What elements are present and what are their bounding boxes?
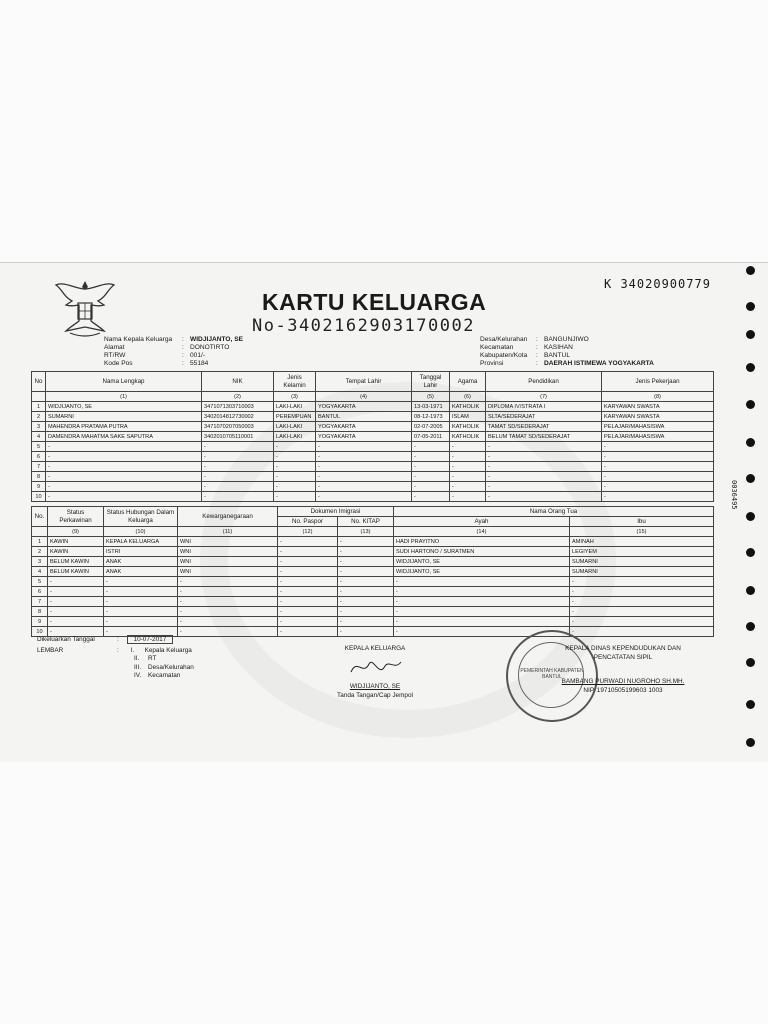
table-cell: -	[202, 442, 274, 452]
binder-hole	[746, 548, 755, 557]
signature-mark	[345, 654, 405, 680]
table-cell: -	[48, 577, 104, 587]
table-cell: -	[570, 617, 714, 627]
table-cell: -	[178, 597, 278, 607]
table-cell: BELUM KAWIN	[48, 567, 104, 577]
field-row: Nama Kepala Keluarga : WIDJIJANTO, SE	[104, 336, 244, 343]
col-header: Jenis Pekerjaan	[602, 372, 714, 392]
table-cell: 4	[32, 567, 48, 577]
table-cell: 1	[32, 537, 48, 547]
col-code: (14)	[394, 527, 570, 537]
head-title: KEPALA KELUARGA	[344, 645, 406, 652]
table-cell: 3402014812730002	[202, 412, 274, 422]
table-cell: -	[46, 492, 202, 502]
table-cell: -	[46, 452, 202, 462]
table-cell: -	[316, 442, 412, 452]
table-cell: 6	[32, 452, 46, 462]
table-cell: -	[394, 587, 570, 597]
table-cell: -	[278, 547, 338, 557]
col-header: Kewarganegaraan	[178, 507, 278, 527]
family-card-number: No-3402162903170002	[252, 316, 475, 336]
table-cell: WIDJIJANTO, SE	[46, 402, 202, 412]
table-row	[32, 432, 714, 442]
table-cell: -	[316, 482, 412, 492]
col-header: Status Perkawinan	[48, 507, 104, 527]
office-line-1: KEPALA DINAS KEPENDUDUKAN DAN	[565, 645, 681, 652]
table-row	[32, 422, 714, 432]
head-name: WIDJIJANTO, SE	[349, 683, 401, 690]
table-cell: -	[338, 557, 394, 567]
official-block	[548, 645, 698, 695]
binder-hole	[746, 658, 755, 667]
table-cell: BELUM KAWIN	[48, 557, 104, 567]
document-title: KARTU KELUARGA	[262, 289, 487, 315]
family-status-table	[31, 506, 714, 637]
table-cell: -	[278, 557, 338, 567]
table-cell: KAWIN	[48, 547, 104, 557]
binder-hole	[746, 363, 755, 372]
table-cell: -	[570, 597, 714, 607]
col-header: Tempat Lahir	[316, 372, 412, 392]
col-code: (8)	[602, 392, 714, 402]
table-cell: -	[412, 462, 450, 472]
table-row	[32, 402, 714, 412]
table-cell: KARYAWAN SWASTA	[602, 412, 714, 422]
col-code: (2)	[202, 392, 274, 402]
table-cell: 07-05-2011	[412, 432, 450, 442]
table-cell: KAWIN	[48, 537, 104, 547]
table-cell: KARYAWAN SWASTA	[602, 402, 714, 412]
col-code: (10)	[104, 527, 178, 537]
table-cell: -	[274, 462, 316, 472]
table-cell: DIPLOMA IV/STRATA I	[486, 402, 602, 412]
binder-hole	[746, 400, 755, 409]
table-cell: -	[48, 627, 104, 637]
table-cell: -	[274, 482, 316, 492]
col-header: Tanggal Lahir	[412, 372, 450, 392]
table-cell: -	[486, 462, 602, 472]
table-cell: -	[570, 607, 714, 617]
table-cell: 7	[32, 597, 48, 607]
table-cell: WNI	[178, 537, 278, 547]
table-cell: -	[338, 627, 394, 637]
header-right	[480, 336, 654, 368]
table-cell: 13-03-1971	[412, 402, 450, 412]
table-cell: KATHOLIK	[450, 432, 486, 442]
table-cell: -	[486, 492, 602, 502]
table-cell: -	[104, 627, 178, 637]
table-cell: 02-07-2005	[412, 422, 450, 432]
col-code: (3)	[274, 392, 316, 402]
table-cell: -	[394, 577, 570, 587]
col-code: (12)	[278, 527, 338, 537]
table-cell: -	[46, 472, 202, 482]
table-cell: -	[278, 567, 338, 577]
table-row	[32, 472, 714, 482]
issued-date: 10-07-2017	[127, 635, 174, 644]
table-cell: -	[278, 587, 338, 597]
col-header: Agama	[450, 372, 486, 392]
table-cell: 6	[32, 587, 48, 597]
col-code: (5)	[412, 392, 450, 402]
table-cell: -	[202, 472, 274, 482]
table-cell: -	[450, 492, 486, 502]
lembar-label: LEMBAR	[37, 646, 64, 654]
table-cell: YOGYAKARTA	[316, 432, 412, 442]
col-header: Dokumen Imigrasi	[278, 507, 394, 517]
table-cell: 8	[32, 607, 48, 617]
table-cell: 3	[32, 557, 48, 567]
table-row	[32, 567, 714, 577]
binder-hole	[746, 330, 755, 339]
table-cell: -	[450, 472, 486, 482]
field-row: Provinsi : DAERAH ISTIMEWA YOGYAKARTA	[480, 360, 654, 367]
table-cell: -	[316, 452, 412, 462]
table-cell: -	[602, 452, 714, 462]
table-cell: -	[412, 482, 450, 492]
table-cell: 3	[32, 422, 46, 432]
office-line-2: PENCATATAN SIPIL	[593, 653, 653, 661]
table-cell: -	[486, 472, 602, 482]
table-cell: -	[48, 587, 104, 597]
table-cell: 1	[32, 402, 46, 412]
table-cell: TAMAT SD/SEDERAJAT	[486, 422, 602, 432]
table-cell: 8	[32, 472, 46, 482]
table-cell: KATHOLIK	[450, 402, 486, 412]
table-cell: PELAJAR/MAHASISWA	[602, 432, 714, 442]
table-cell: WIDJIJANTO, SE	[394, 557, 570, 567]
table-cell: SUMARNI	[570, 557, 714, 567]
table-cell: SUMARNI	[570, 567, 714, 577]
table-cell: -	[278, 577, 338, 587]
table-cell: -	[570, 587, 714, 597]
table-cell: 9	[32, 617, 48, 627]
family-members-table	[31, 371, 714, 502]
serial-number: K 34020900779	[604, 277, 711, 291]
field-row: Kabupaten/Kota : BANTUL	[480, 352, 571, 359]
col-header: No.	[32, 507, 48, 527]
col-header: Ayah	[394, 517, 570, 527]
table-cell: -	[178, 617, 278, 627]
table-cell: -	[412, 492, 450, 502]
field-row: Alamat : DONOTIRTO	[104, 344, 230, 351]
table-cell: PEREMPUAN	[274, 412, 316, 422]
table-cell: -	[450, 482, 486, 492]
table-cell: 2	[32, 547, 48, 557]
table-cell: -	[394, 597, 570, 607]
table-cell: -	[602, 462, 714, 472]
table-cell: -	[316, 472, 412, 482]
table-cell: -	[338, 537, 394, 547]
table-cell: 7	[32, 462, 46, 472]
table-cell: LAKI-LAKI	[274, 432, 316, 442]
table-cell: -	[394, 617, 570, 627]
table-cell: -	[394, 627, 570, 637]
table-row	[32, 492, 714, 502]
table-cell: WNI	[178, 547, 278, 557]
binder-hole	[746, 700, 755, 709]
table-cell: ISTRI	[104, 547, 178, 557]
table-cell: -	[104, 607, 178, 617]
table-cell: -	[178, 607, 278, 617]
table-cell: -	[202, 482, 274, 492]
table-cell: -	[278, 617, 338, 627]
col-header: Nama Lengkap	[46, 372, 202, 392]
table-cell: YOGYAKARTA	[316, 422, 412, 432]
table-row	[32, 557, 714, 567]
table-cell: -	[104, 587, 178, 597]
table-cell: 5	[32, 577, 48, 587]
table-row	[32, 617, 714, 627]
field-row: Kecamatan : KASIHAN	[480, 344, 573, 351]
table-cell: WIDJIJANTO, SE	[394, 567, 570, 577]
table-cell: -	[570, 627, 714, 637]
field-row: RT/RW : 001/-	[104, 352, 206, 359]
table-cell: 3402010705110001	[202, 432, 274, 442]
table-cell: -	[48, 617, 104, 627]
table-cell: -	[202, 452, 274, 462]
table-row	[32, 412, 714, 422]
garuda-emblem	[52, 275, 118, 341]
table-cell: -	[486, 482, 602, 492]
col-code: (13)	[338, 527, 394, 537]
col-code: (15)	[570, 527, 714, 537]
table-cell: LAKI-LAKI	[274, 402, 316, 412]
col-code: (4)	[316, 392, 412, 402]
col-header: No. KITAP	[338, 517, 394, 527]
table-cell: -	[178, 577, 278, 587]
table-cell: -	[394, 607, 570, 617]
table-cell: -	[338, 617, 394, 627]
table-cell: 08-12-1973	[412, 412, 450, 422]
table-cell: -	[274, 452, 316, 462]
binder-hole	[746, 512, 755, 521]
col-header: Pendidikan	[486, 372, 602, 392]
table-cell: -	[316, 462, 412, 472]
col-header: No. Paspor	[278, 517, 338, 527]
table-cell: -	[104, 617, 178, 627]
official-name: BAMBANG PURWADI NUGROHO SH.MH.	[561, 678, 685, 685]
table-cell: -	[278, 597, 338, 607]
table-cell: 5	[32, 442, 46, 452]
table-cell: -	[46, 482, 202, 492]
table-cell: -	[278, 537, 338, 547]
table-cell: -	[412, 442, 450, 452]
table-cell: -	[46, 462, 202, 472]
table-cell: -	[278, 607, 338, 617]
binder-hole	[746, 266, 755, 275]
col-code	[32, 527, 48, 537]
table-cell: -	[338, 547, 394, 557]
table-row	[32, 452, 714, 462]
table-cell: -	[278, 627, 338, 637]
table-row	[32, 462, 714, 472]
table-cell: AMINAH	[570, 537, 714, 547]
table-cell: -	[450, 462, 486, 472]
table-cell: HADI PRAYITNO	[394, 537, 570, 547]
table-cell: -	[104, 597, 178, 607]
binder-hole	[746, 738, 755, 747]
table-cell: -	[486, 442, 602, 452]
binder-hole	[746, 622, 755, 631]
official-nip: NIP. 19710505199603 1003	[583, 686, 663, 694]
table-cell: LEGIYEM	[570, 547, 714, 557]
table-cell: SLTA/SEDERAJAT	[486, 412, 602, 422]
table-cell: -	[48, 597, 104, 607]
table-cell: -	[46, 442, 202, 452]
table-cell: BELUM TAMAT SD/SEDERAJAT	[486, 432, 602, 442]
head-caption: Tanda Tangan/Cap Jempol	[337, 691, 413, 699]
table-cell: KATHOLIK	[450, 422, 486, 432]
table-cell: ISLAM	[450, 412, 486, 422]
table-row	[32, 577, 714, 587]
table-cell: -	[338, 607, 394, 617]
table-cell: -	[602, 492, 714, 502]
col-code: (9)	[48, 527, 104, 537]
table-cell: MAHENDRA PRATAMA PUTRA	[46, 422, 202, 432]
binder-hole	[746, 438, 755, 447]
table-cell: -	[48, 607, 104, 617]
side-code: 0036495	[730, 480, 738, 510]
table-cell: -	[602, 472, 714, 482]
table-cell: -	[602, 482, 714, 492]
table-cell: -	[104, 577, 178, 587]
table-cell: SUMARNI	[46, 412, 202, 422]
table-cell: LAKI-LAKI	[274, 422, 316, 432]
table-row	[32, 597, 714, 607]
table-cell: 9	[32, 482, 46, 492]
table-row	[32, 547, 714, 557]
col-code: (6)	[450, 392, 486, 402]
issued-label: Dikeluarkan Tanggal	[37, 636, 95, 643]
table-cell: -	[412, 472, 450, 482]
table-cell: BANTUL	[316, 412, 412, 422]
table-cell: 2	[32, 412, 46, 422]
table-cell: 10	[32, 627, 48, 637]
header-left	[104, 336, 243, 368]
table-cell: 3471070207050003	[202, 422, 274, 432]
field-row: Desa/Kelurahan : BANGUNJIWO	[480, 336, 589, 343]
binder-hole	[746, 474, 755, 483]
table-cell: 3471071303710003	[202, 402, 274, 412]
col-code	[32, 392, 46, 402]
table-row	[32, 587, 714, 597]
col-header: Jenis Kelamin	[274, 372, 316, 392]
head-signature-block	[330, 645, 420, 700]
table-cell: -	[274, 472, 316, 482]
table-cell: ANAK	[104, 557, 178, 567]
table-cell: -	[202, 462, 274, 472]
table-row	[32, 537, 714, 547]
table-row	[32, 607, 714, 617]
col-header: NIK	[202, 372, 274, 392]
table-cell: PELAJAR/MAHASISWA	[602, 422, 714, 432]
table-cell: -	[450, 452, 486, 462]
table-cell: -	[338, 597, 394, 607]
table-cell: -	[338, 567, 394, 577]
official-stamp: PEMERINTAH KABUPATEN BANTUL	[506, 630, 598, 722]
table-cell: -	[450, 442, 486, 452]
table-cell: -	[602, 442, 714, 452]
table-cell: 10	[32, 492, 46, 502]
table-cell: ANAK	[104, 567, 178, 577]
table-cell: -	[274, 442, 316, 452]
table-cell: DAMENDRA MAHATMA SAKE SAPUTRA	[46, 432, 202, 442]
col-header: No	[32, 372, 46, 392]
table-cell: -	[202, 492, 274, 502]
table-cell: WNI	[178, 557, 278, 567]
table-cell: -	[486, 452, 602, 462]
table-cell: KEPALA KELUARGA	[104, 537, 178, 547]
table-cell: -	[274, 492, 316, 502]
table-cell: -	[338, 577, 394, 587]
col-code: (11)	[178, 527, 278, 537]
table-row	[32, 442, 714, 452]
table-cell: 4	[32, 432, 46, 442]
binder-hole	[746, 586, 755, 595]
col-header: Status Hubungan Dalam Keluarga	[104, 507, 178, 527]
col-code: (7)	[486, 392, 602, 402]
table-cell: WNI	[178, 567, 278, 577]
table-cell: -	[412, 452, 450, 462]
binder-hole	[746, 302, 755, 311]
table-cell: -	[338, 587, 394, 597]
table-cell: -	[178, 627, 278, 637]
table-cell: SUDI HARTONO / SURATMEN	[394, 547, 570, 557]
issue-block: Dikeluarkan Tanggal : 10-07-2017 LEMBAR : I. Kepala Keluarga II. RT III. Desa/Kelurahan IV. Kecamatan	[37, 636, 194, 679]
col-header: Nama Orang Tua	[394, 507, 714, 517]
field-row: Kode Pos : 55184	[104, 360, 209, 367]
table-cell: YOGYAKARTA	[316, 402, 412, 412]
table-cell: -	[316, 492, 412, 502]
col-header: Ibu	[570, 517, 714, 527]
col-code: (1)	[46, 392, 202, 402]
table-cell: -	[178, 587, 278, 597]
table-row	[32, 482, 714, 492]
table-cell: -	[570, 577, 714, 587]
